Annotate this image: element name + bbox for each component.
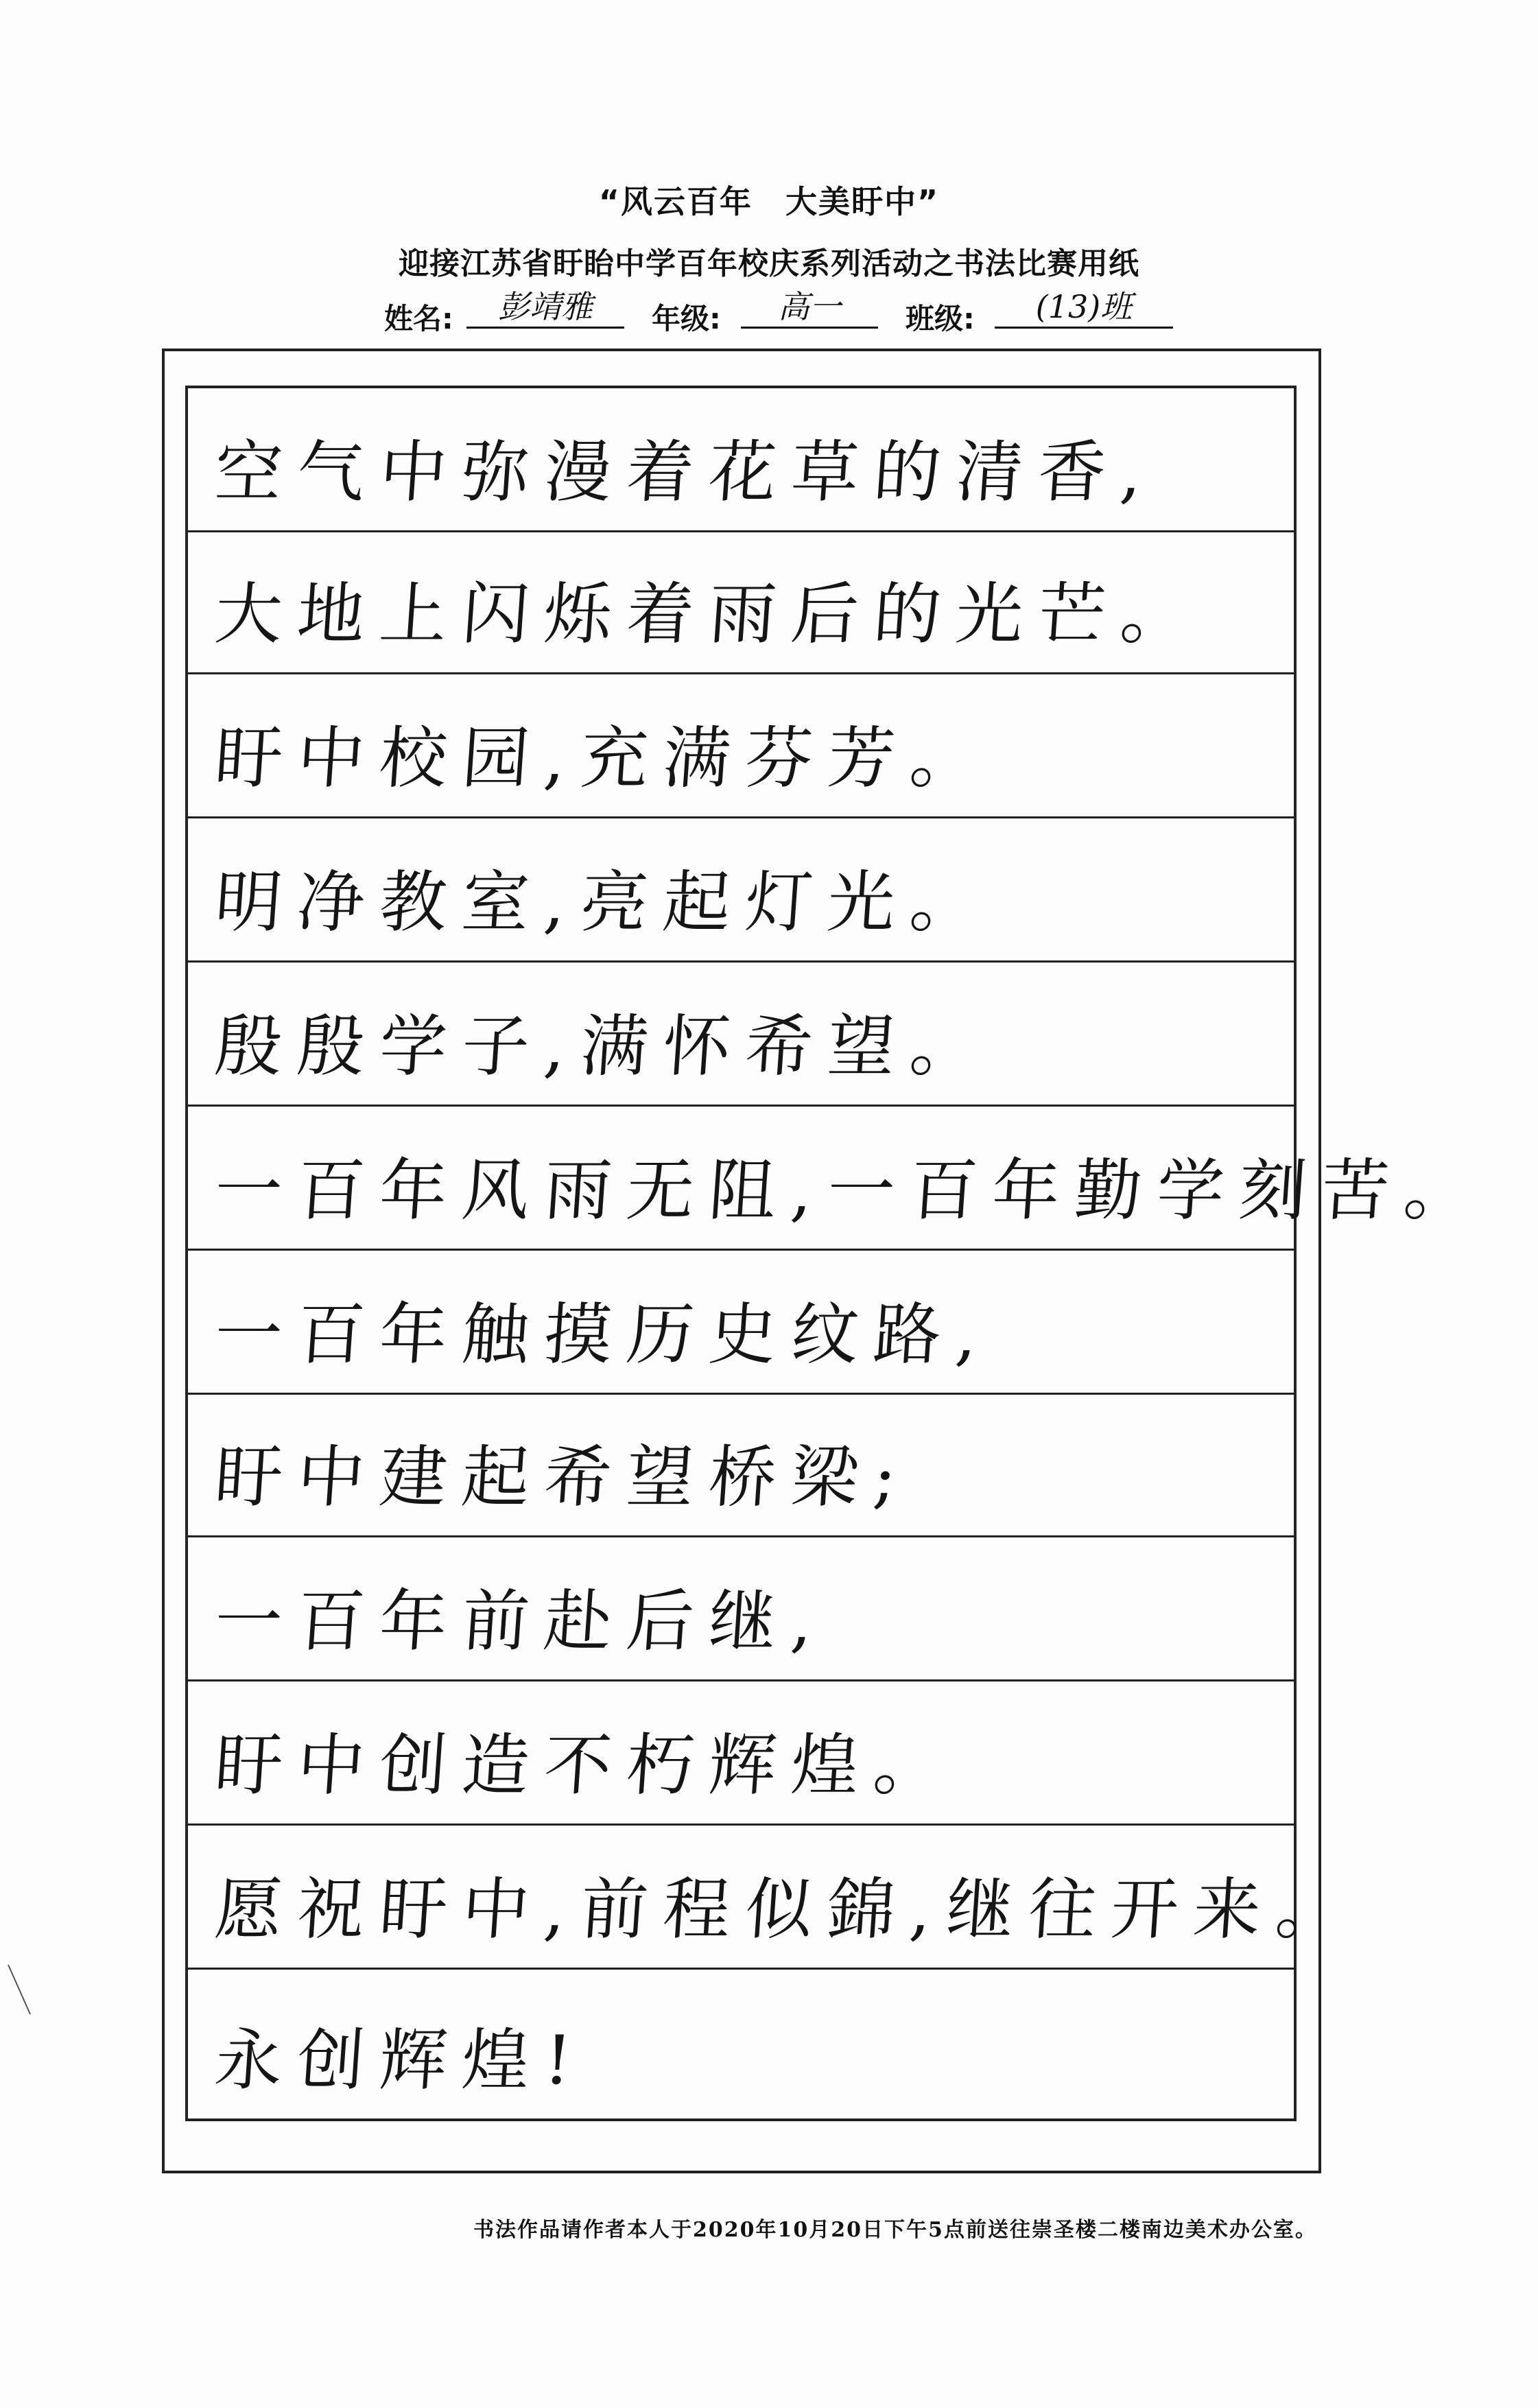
line-text: 一百年风雨无阻,一百年勤学刻苦。: [212, 1152, 1489, 1230]
line-text: 明净教室,亮起灯光。: [212, 864, 995, 942]
writing-line-8: [188, 1395, 1294, 1537]
line-text: 盱中建起希望桥梁;: [212, 1439, 914, 1517]
line-text: 一百年触摸历史纹路,: [212, 1296, 995, 1374]
line-text: 愿祝盱中,前程似錦,继往开来。: [212, 1871, 1361, 1949]
name-value: 彭靖雅: [466, 287, 624, 329]
line-text: 一百年前赴后继,: [212, 1583, 831, 1661]
writing-line-9: [188, 1537, 1294, 1681]
line-text: 盱中创造不朽辉煌。: [212, 1727, 959, 1805]
writing-line-10: [188, 1681, 1294, 1826]
line-text: 永创辉煌!: [212, 2022, 589, 2100]
writing-line-7: [188, 1251, 1294, 1395]
writing-line-12: [188, 1970, 1294, 2118]
scan-artifact-mark: [5, 1962, 33, 2017]
writing-line-11: [188, 1826, 1361, 1970]
contest-title: 迎接江苏省盱眙中学百年校庆系列活动之书法比赛用纸: [399, 246, 1139, 281]
slogan: “风云百年 大美盱中”: [598, 183, 940, 220]
writing-line-1: [188, 388, 1294, 532]
writing-line-6: [188, 1107, 1489, 1251]
writing-grid: [185, 386, 1489, 2121]
writing-line-2: [188, 532, 1294, 674]
class-label: 班级:: [906, 302, 975, 335]
name-label: 姓名:: [384, 302, 453, 335]
grade-label: 年级:: [652, 302, 721, 335]
student-info-row: [384, 287, 1207, 335]
writing-line-4: [188, 818, 1294, 963]
class-value: (13)班: [995, 287, 1173, 329]
line-text: 殷殷学子,满怀希望。: [212, 1008, 995, 1086]
line-text: 大地上闪烁着雨后的光芒。: [212, 576, 1206, 654]
writing-line-5: [188, 963, 1294, 1107]
writing-line-3: [188, 674, 1294, 818]
line-text: 空气中弥漫着花草的清香,: [212, 434, 1160, 512]
submission-note: 书法作品请作者本人于2020年10月20日下午5点前送往崇圣楼二楼南边美术办公室。: [473, 2218, 1317, 2242]
line-text: 盱中校园,充满芬芳。: [212, 720, 995, 798]
grade-value: 高一: [741, 287, 878, 329]
